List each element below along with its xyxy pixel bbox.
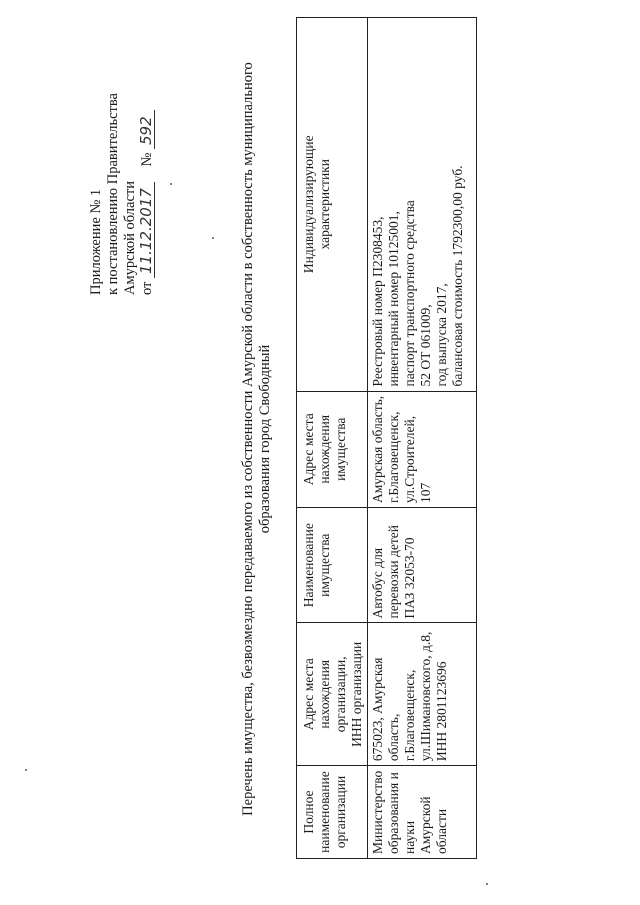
date-prefix: от [139,281,155,295]
cell-characteristics: Реестровый номер П2308453, инвентарный номер 10125001, паспорт транспортного средства 52 ОТ 061009, год выпуска 2017, балансовая стоимость 1792300,00 руб. [368,18,477,392]
appendix-region-line: Амурской области [122,181,138,295]
handwritten-date: 11.12.2017 [139,182,155,278]
appendix-title: Приложение № 1 [88,188,104,295]
header-org-name: Полное наименование организации [297,766,368,859]
table-header-row [297,18,368,859]
cell-property-name: Автобус для перевозки детей ПАЗ 32053-70 [368,508,477,623]
appendix-block [88,25,156,295]
appendix-date-number-line [139,25,156,295]
heading-line-2: образования город Свободный [257,344,273,534]
header-characteristics: Индивидуализирующие характеристики [297,18,368,392]
scan-speck [486,883,488,885]
cell-org-name: Министерство образования и науки Амурской области [368,766,477,859]
cell-property-address: Амурская область, г.Благовещенск, ул.Строителей, 107 [368,391,477,507]
handwritten-number: 592 [139,110,155,149]
header-org-address: Адрес места нахождения организации, ИНН организации [297,623,368,766]
header-property-name: Наименование имущества [297,508,368,623]
scan-speck [25,769,27,771]
cell-org-address: 675023, Амурская область, г.Благовещенск, ул.Шимановского, д.8, ИНН 2801123696 [368,623,477,766]
number-prefix: № [139,152,155,167]
scan-speck [212,237,214,239]
document-heading [240,39,274,839]
appendix-resolution-line: к постановлению Правительства [105,93,121,295]
scan-speck [170,183,172,185]
header-property-address: Адрес места нахождения имущества [297,391,368,507]
table-row [368,18,477,859]
property-table [296,17,477,859]
heading-line-1: Перечень имущества, безвозмездно передаваемого из собственности Амурской области в собственность муниципального [240,62,256,816]
